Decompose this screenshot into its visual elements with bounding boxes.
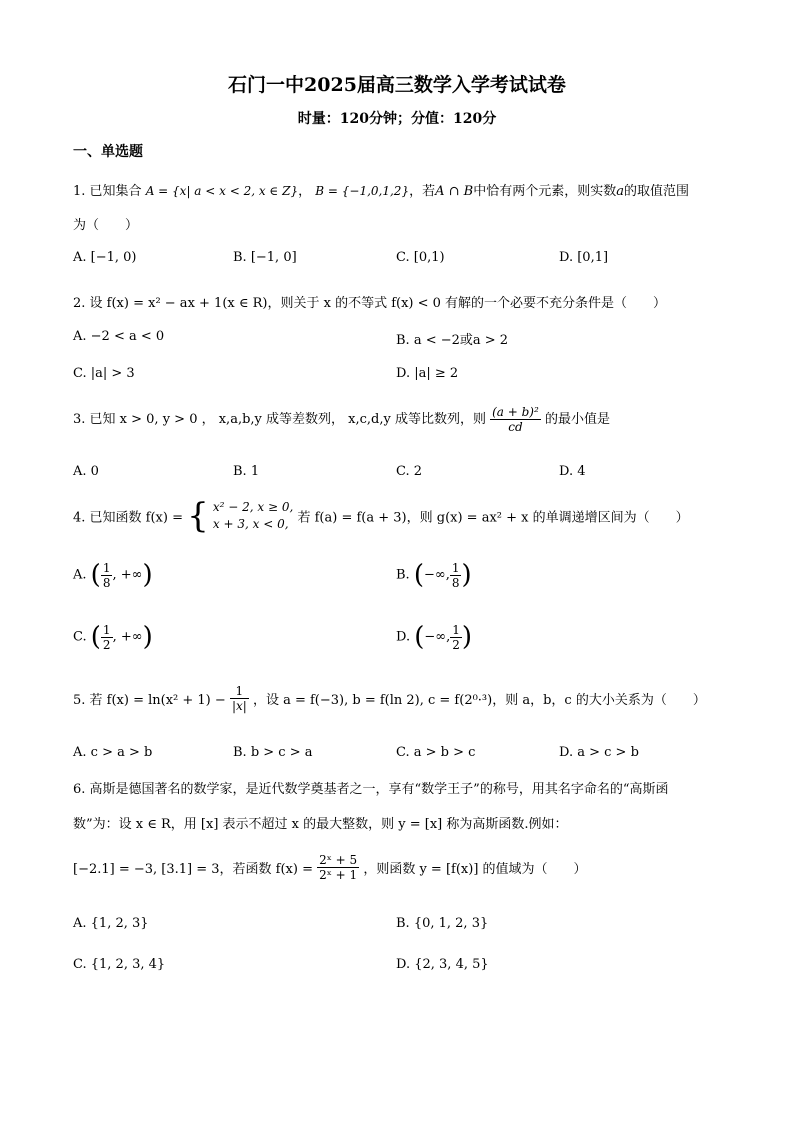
question-6-option-b: B. {0, 1, 2, 3} bbox=[396, 916, 489, 931]
question-5-option-c: C. a > b > c bbox=[396, 745, 476, 760]
question-4-option-c: C. ( $\frac{1}{2}$ , +∞) bbox=[73, 622, 153, 652]
question-3-stem: 3. 已知 x > 0, y > 0 ， x,a,b,y 成等差数列， x,c,d,y 成等比数列，则 $\frac{\text{(a + b)²}}{cd}$ 的最小值是 bbox=[73, 405, 610, 434]
question-3-fraction: $\frac{\text{(a + b)²}}{cd}$ bbox=[492, 405, 539, 434]
exam-info: 时量：120分钟；分值：120分 bbox=[297, 111, 497, 127]
question-1-option-d: D. [0,1] bbox=[559, 250, 609, 265]
question-6-option-d: D. {2, 3, 4, 5} bbox=[396, 957, 489, 972]
question-3-option-a: A. 0 bbox=[73, 464, 99, 479]
question-6-option-a: A. {1, 2, 3} bbox=[73, 916, 149, 931]
question-6-fraction: $\frac{\text{2ˣ + 5}}{\text{2ˣ + 1}}$ bbox=[319, 853, 358, 882]
question-2-option-c: C. |a| > 3 bbox=[73, 366, 135, 381]
question-5-option-b: B. b > c > a bbox=[233, 745, 313, 760]
question-1-option-c: C. [0,1) bbox=[396, 250, 445, 265]
question-1-stem-line2: 为（ ） bbox=[73, 218, 139, 233]
question-3-option-c: C. 2 bbox=[396, 464, 423, 479]
question-6-option-c: C. {1, 2, 3, 4} bbox=[73, 957, 166, 972]
question-4-option-b: B. (−∞, $\frac{1}{8}$ ) bbox=[396, 560, 472, 590]
question-5-fraction: $\frac{1}{|x|}$ bbox=[231, 684, 247, 713]
piecewise-definition: x² − 2, x ≥ 0, x + 3, x < 0, bbox=[212, 500, 294, 531]
question-4-option-a: A. ( $\frac{1}{8}$ , +∞) bbox=[73, 560, 153, 590]
question-1-option-a: A. [−1, 0) bbox=[73, 250, 137, 265]
question-2-option-b: B. a < −2或a > 2 bbox=[396, 333, 509, 348]
question-5-option-d: D. a > c > b bbox=[559, 745, 639, 760]
question-1-option-b: B. [−1, 0] bbox=[233, 250, 297, 265]
question-6-stem-line3: [−2.1] = −3, [3.1] = 3，若函数 f(x) = $\frac{\text{2ˣ + 5}}{\text{2ˣ + 1}}$ ，则函数 y = [f(x)] 的值域为（ ） bbox=[73, 853, 587, 882]
question-3-option-b: B. 1 bbox=[233, 464, 260, 479]
page-title: 石门一中2025届高三数学入学考试试卷 bbox=[228, 74, 566, 96]
question-2-stem: 2. 设 f(x) = x² − ax + 1(x ∈ R)，则关于 x 的不等式 f(x) < 0 有解的一个必要不充分条件是（ ） bbox=[73, 296, 667, 311]
question-4-option-d: D. (−∞, $\frac{1}{2}$ ) bbox=[396, 622, 473, 652]
section-heading: 一、单选题 bbox=[73, 144, 143, 160]
question-5-option-a: A. c > a > b bbox=[73, 745, 153, 760]
question-2-option-d: D. |a| ≥ 2 bbox=[396, 366, 459, 381]
question-6-stem-line2: 数”为：设 x ∈ R，用 [x] 表示不超过 x 的最大整数，则 y = [x] 称为高斯函数.例如： bbox=[73, 817, 568, 832]
question-3-option-d: D. 4 bbox=[559, 464, 586, 479]
question-2-option-a: A. −2 < a < 0 bbox=[73, 329, 165, 344]
question-5-stem: 5. 若 f(x) = ln(x² + 1) − $\frac{1}{|x|}$ ，设 a = f(−3), b = f(ln 2), c = f(2⁰·³)，则 a，b，c 的大小关系为（ ） bbox=[73, 684, 706, 713]
question-1-stem: 1. 已知集合 A = {x| a < x < 2, x ∈ Z}， B = {−1,0,1,2}，若A ∩ B中恰有两个元素，则实数a的取值范围 bbox=[73, 184, 689, 199]
question-6-stem: 6. 高斯是德国著名的数学家，是近代数学奠基者之一，享有“数学王子”的称号，用其名字命名的“高斯函 bbox=[73, 782, 669, 797]
question-4-stem: 4. 已知函数 f(x) = { x² − 2, x ≥ 0, x + 3, x < 0, 若 f(a) = f(a + 3)，则 g(x) = ax² + x 的单调递增区间为（ ） bbox=[73, 496, 689, 536]
piecewise-brace: { bbox=[187, 496, 209, 536]
